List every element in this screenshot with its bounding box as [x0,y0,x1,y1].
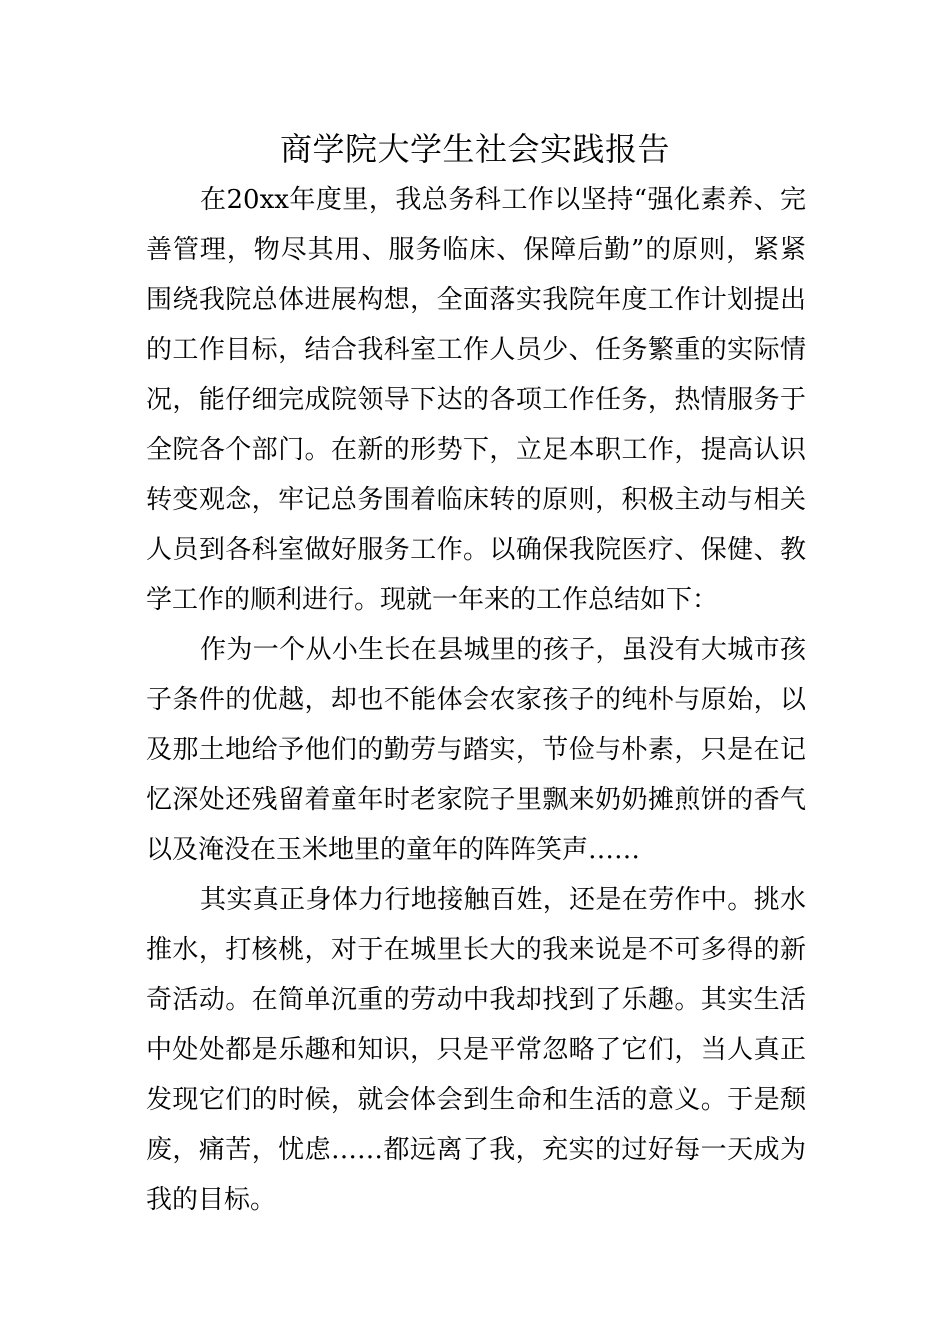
paragraph-2: 作为一个从小生长在县城里的孩子，虽没有大城市孩子条件的优越，却也不能体会农家孩子的纯朴与原始，以及那土地给予他们的勤劳与踏实，节俭与朴素，只是在记忆深处还残留着童年时老家院子里飘来奶奶摊煎饼的香气以及淹没在玉米地里的童年的阵阵笑声…… [146,635,806,865]
document-body [146,175,806,1225]
paragraph-3: 其实真正身体力行地接触百姓，还是在劳作中。挑水推水，打核桃，对于在城里长大的我来说是不可多得的新奇活动。在简单沉重的劳动中我却找到了乐趣。其实生活中处处都是乐趣和知识，只是平常忽略了它们，当人真正发现它们的时候，就会体会到生命和生活的意义。于是颓废，痛苦，忧虑……都远离了我，充实的过好每一天成为我的目标。 [146,885,806,1215]
document-title: 商学院大学生社会实践报告 [279,130,670,168]
paragraph-1: 在20xx年度里，我总务科工作以坚持“强化素养、完善管理，物尽其用、服务临床、保障后勤”的原则，紧紧围绕我院总体进展构想，全面落实我院年度工作计划提出的工作目标，结合我科室工作人员少、任务繁重的实际情况，能仔细完成院领导下达的各项工作任务，热情服务于全院各个部门。在新的形势下，立足本职工作，提高认识转变观念，牢记总务围着临床转的原则，积极主动与相关人员到各科室做好服务工作。以确保我院医疗、保健、教学工作的顺利进行。现就一年来的工作总结如下： [146,185,806,615]
